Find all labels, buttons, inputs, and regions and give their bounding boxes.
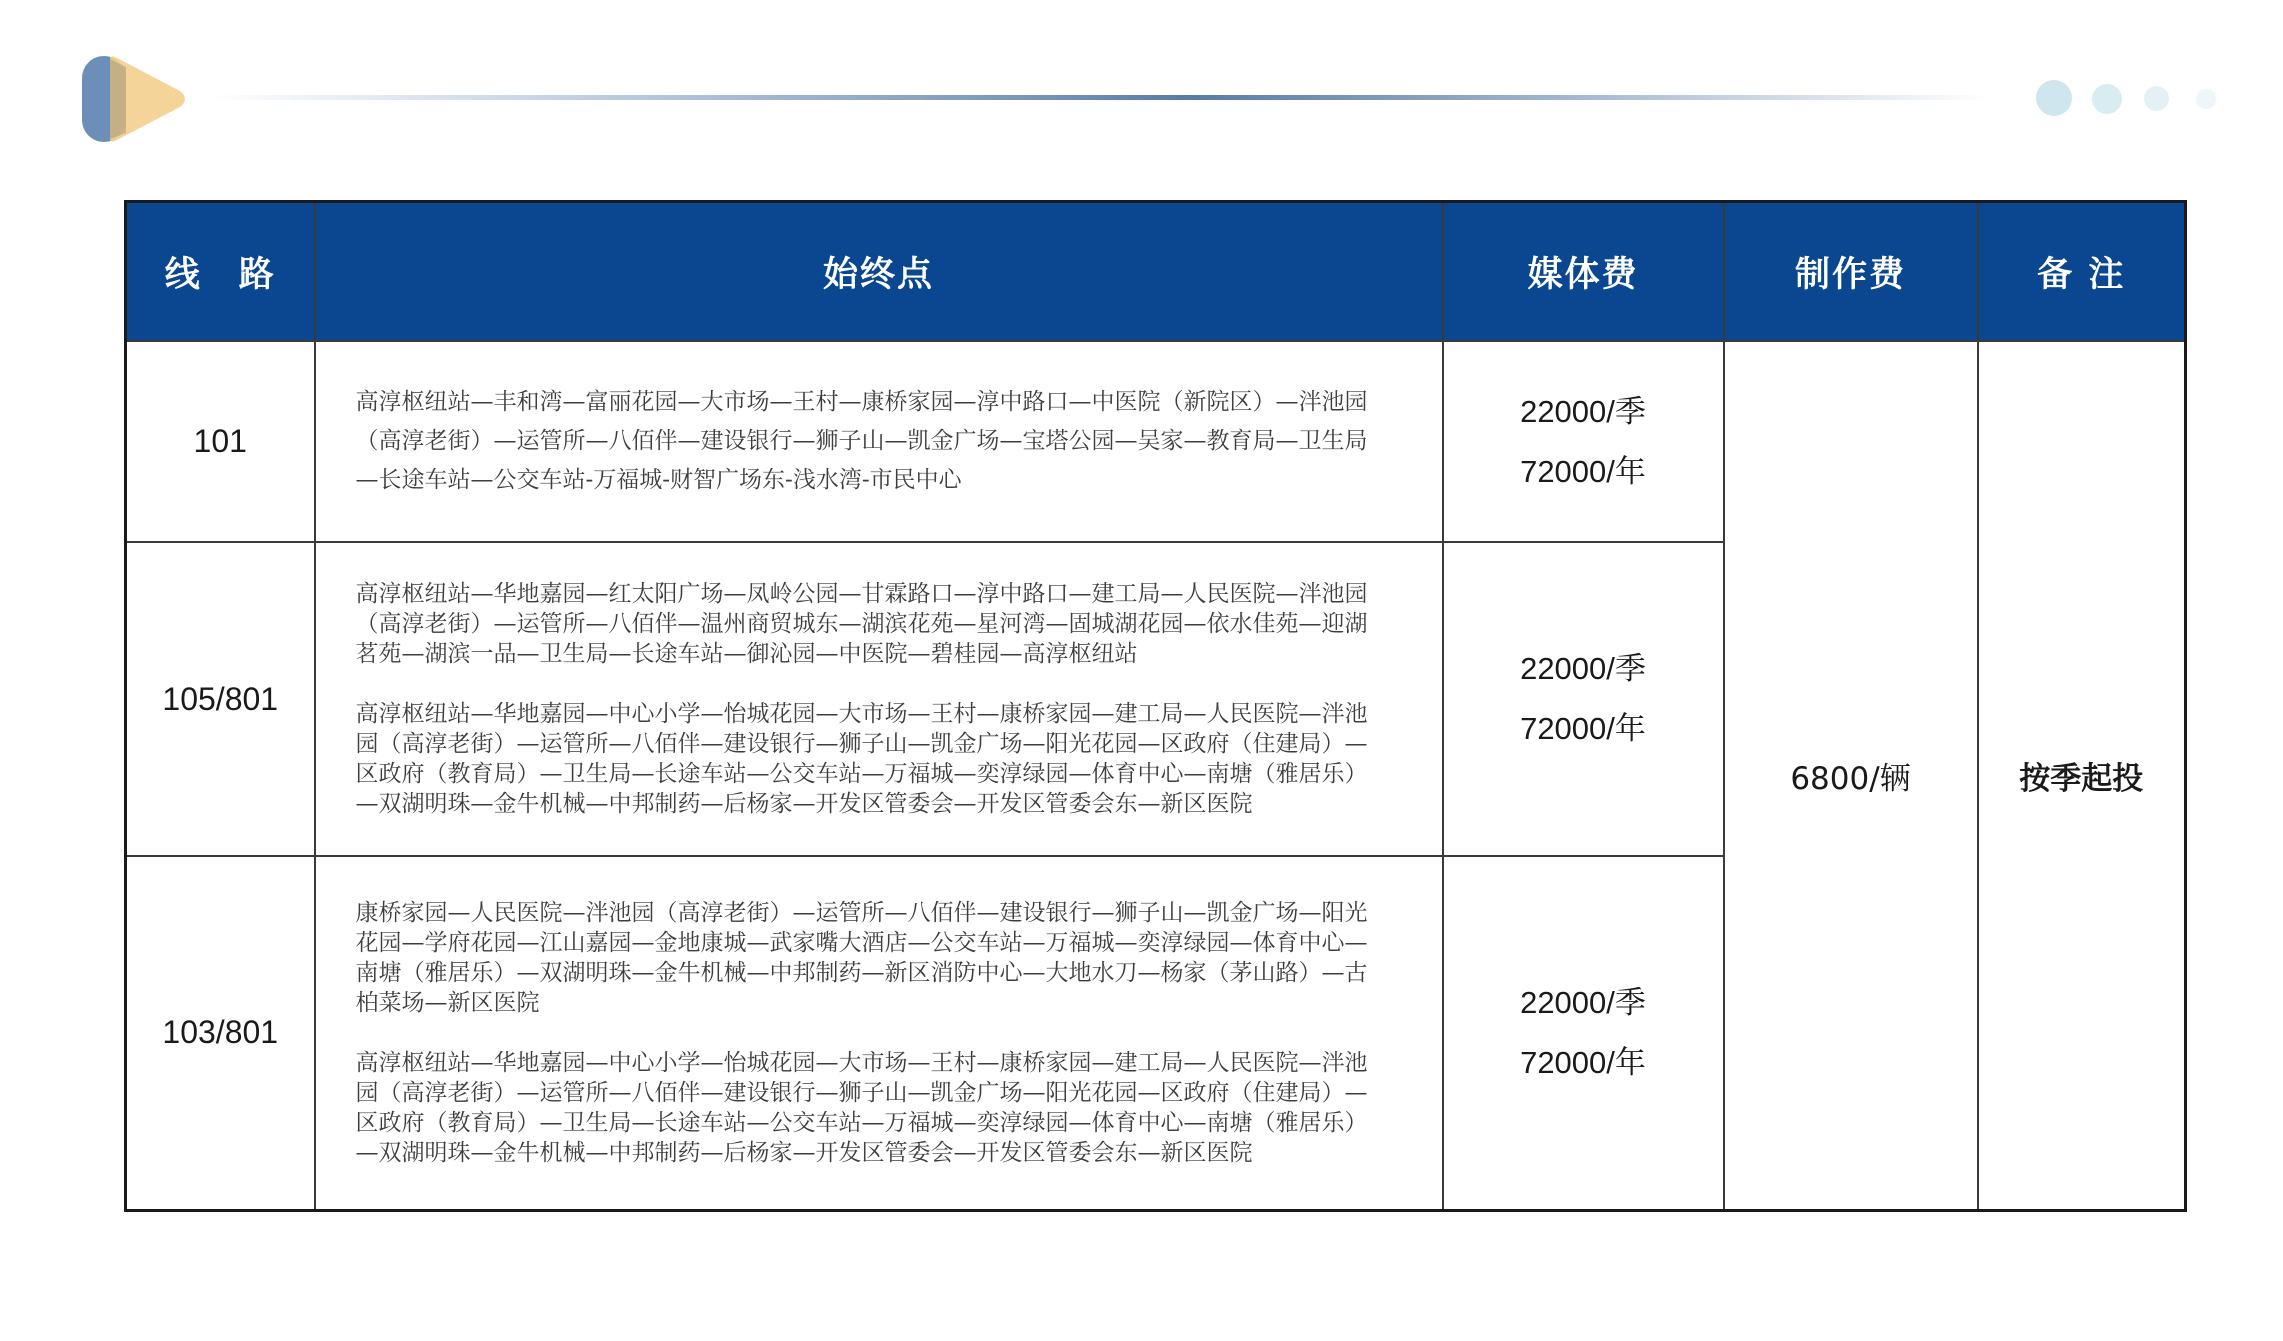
route-number: 101 [126,341,315,542]
media-fee [1443,542,1724,856]
route-stops-text: 康桥家园—人民医院—泮池园（高淳老街）—运管所—八佰伴—建设银行—狮子山—凯金广场—阳光花园—学府花园—江山嘉园—金地康城—武家嘴大酒店—公交车站—万福城—奕淳绿园—体育中心—南塘（雅居乐）—双湖明珠—金牛机械—中邦制药—新区消防中心—大地水刀—杨家（茅山路）—古柏菜场—新区医院 [355,899,1368,1016]
route-stops [315,856,1443,1210]
column-header-production-fee: 制作费 [1724,202,1978,342]
decorative-dot [2144,86,2169,111]
header-divider-line [210,95,1990,100]
media-fee [1443,341,1724,542]
note: 按季起投 [1978,341,2186,1210]
decorative-dot [2092,84,2122,114]
media-fee-year: 72000/年 [1520,453,1646,489]
route-pricing-table [124,200,2187,1212]
route-stops-text: 高淳枢纽站—华地嘉园—中心小学—怡城花园—大市场—王村—康桥家园—建工局—人民医院—泮池园（高淳老街）—运管所—八佰伴—建设银行—狮子山—凯金广场—阳光花园—区政府（住建局）—区政府（教育局）—卫生局—长途车站—公交车站—万福城—奕淳绿园—体育中心—南塘（雅居乐）—双湖明珠—金牛机械—中邦制药—后杨家—开发区管委会—开发区管委会东—新区医院 [355,701,1368,817]
brand-logo-icon [82,53,192,145]
route-stops-text: 高淳枢纽站—华地嘉园—红太阳广场—凤岭公园—甘霖路口—淳中路口—建工局—人民医院—泮池园（高淳老街）—运管所—八佰伴—温州商贸城东—湖滨花苑—星河湾—固城湖花园—依水佳苑—迎湖茗苑—湖滨一品—卫生局—长途车站—御沁园—中医院—碧桂园—高淳枢纽站 [355,581,1368,667]
media-fee-year: 72000/年 [1520,711,1646,746]
route-stops [315,542,1443,856]
media-fee-quarter: 22000/季 [1520,651,1646,686]
media-fee-quarter: 22000/季 [1520,393,1646,429]
decorative-dot [2036,80,2072,116]
column-header-note: 备 注 [1978,202,2186,342]
route-number: 105/801 [126,542,315,856]
column-header-media-fee: 媒体费 [1443,202,1724,342]
table-header-row [126,202,2186,342]
decorative-dot [2196,89,2216,109]
media-fee [1443,856,1724,1210]
media-fee-year: 72000/年 [1520,1044,1646,1080]
route-number: 103/801 [126,856,315,1210]
table-row [126,341,2186,542]
media-fee-quarter: 22000/季 [1520,984,1646,1020]
column-header-stops: 始终点 [315,202,1443,342]
production-fee: 6800/辆 [1724,341,1978,1210]
column-header-route: 线 路 [126,202,315,342]
route-pricing-table-wrapper [124,200,2184,1204]
route-stops [315,341,1443,542]
route-stops-text: 高淳枢纽站—华地嘉园—中心小学—怡城花园—大市场—王村—康桥家园—建工局—人民医院—泮池园（高淳老街）—运管所—八佰伴—建设银行—狮子山—凯金广场—阳光花园—区政府（住建局）—区政府（教育局）—卫生局—长途车站—公交车站—万福城—奕淳绿园—体育中心—南塘（雅居乐）—双湖明珠—金牛机械—中邦制药—后杨家—开发区管委会—开发区管委会东—新区医院 [355,1049,1368,1166]
route-stops-text: 高淳枢纽站—丰和湾—富丽花园—大市场—王村—康桥家园—淳中路口—中医院（新院区）—泮池园（高淳老街）—运管所—八佰伴—建设银行—狮子山—凯金广场—宝塔公园—吴家—教育局—卫生局—长途车站—公交车站-万福城-财智广场东-浅水湾-市民中心 [355,389,1368,493]
